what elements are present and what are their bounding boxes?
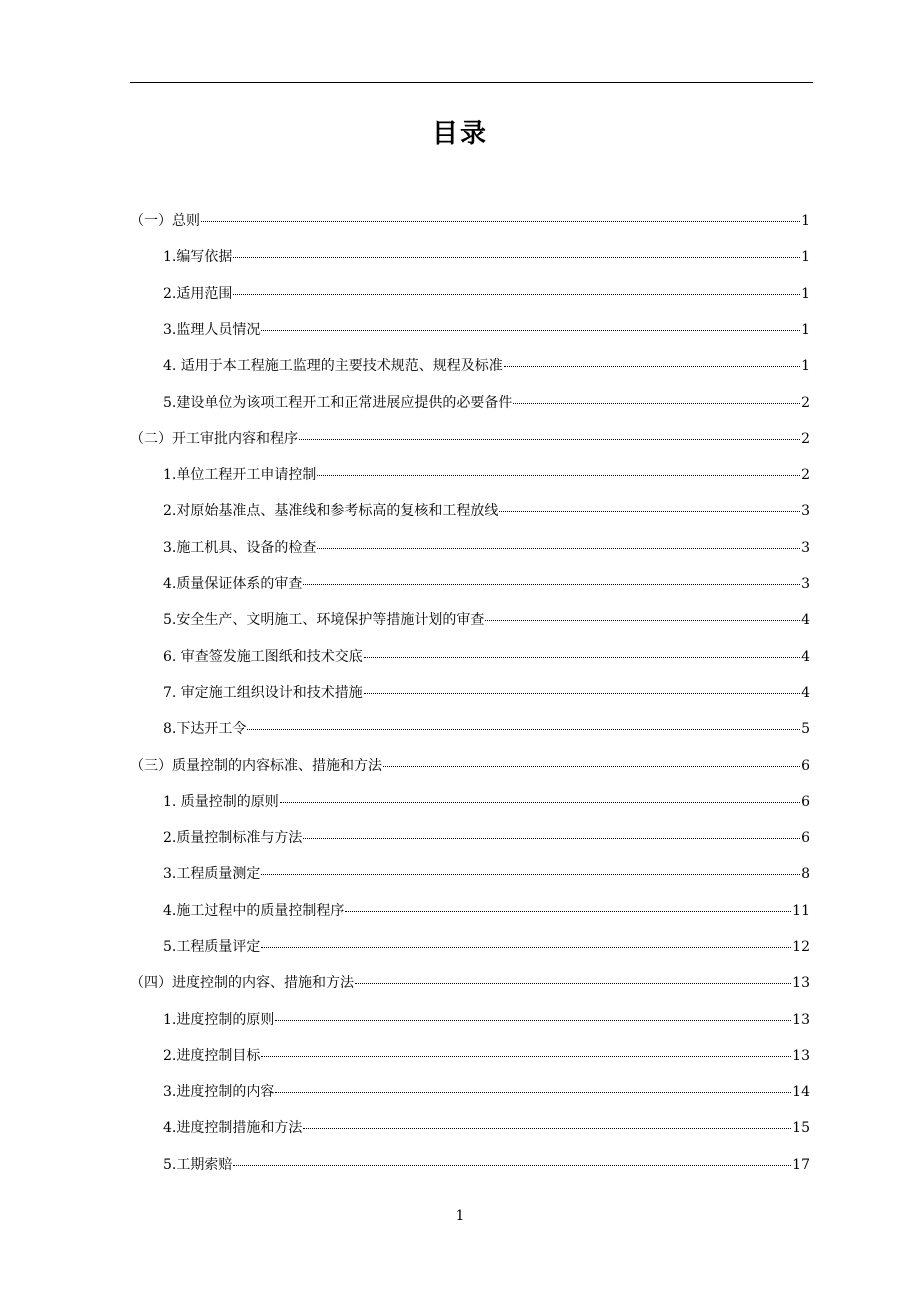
toc-entry-label: 2.适用范围 [163, 286, 233, 302]
toc-entry-page: 14 [792, 1084, 810, 1100]
toc-section-entry[interactable] [130, 428, 810, 450]
toc-subsection-entry[interactable] [163, 1154, 810, 1176]
toc-dot-leader [485, 619, 800, 621]
toc-entry-page: 4 [801, 685, 810, 701]
toc-entry-page: 1 [801, 249, 810, 265]
toc-subsection-entry[interactable] [163, 900, 810, 922]
toc-entry-label: 4.施工过程中的质量控制程序 [163, 903, 345, 919]
toc-subsection-entry[interactable] [163, 863, 810, 885]
toc-entry-label: 3.施工机具、设备的检查 [163, 540, 317, 556]
toc-subsection-entry[interactable] [163, 464, 810, 486]
toc-dot-leader [345, 910, 791, 912]
toc-subsection-entry[interactable] [163, 500, 810, 522]
toc-dot-leader [383, 765, 800, 767]
toc-entry-page: 5 [801, 721, 810, 737]
toc-dot-leader [261, 873, 800, 875]
toc-dot-leader [364, 692, 800, 694]
toc-dot-leader [275, 1019, 791, 1021]
toc-entry-page: 2 [801, 395, 810, 411]
toc-subsection-entry[interactable] [163, 827, 810, 849]
toc-entry-page: 13 [792, 975, 810, 991]
toc-entry-label: 2.对原始基准点、基准线和参考标高的复核和工程放线 [163, 503, 499, 519]
toc-entry-label: 1. 质量控制的原则 [163, 794, 279, 810]
toc-entry-page: 6 [801, 830, 810, 846]
toc-section-entry[interactable] [130, 210, 810, 232]
toc-entry-label: 8.下达开工令 [163, 721, 247, 737]
toc-entry-label: 1.编写依据 [163, 249, 233, 265]
toc-entry-label: 1.单位工程开工申请控制 [163, 467, 317, 483]
toc-entry-label: 1.进度控制的原则 [163, 1012, 275, 1028]
toc-entry-page: 3 [801, 540, 810, 556]
toc-subsection-entry[interactable] [163, 1081, 810, 1103]
toc-entry-page: 6 [801, 758, 810, 774]
toc-subsection-entry[interactable] [163, 283, 810, 305]
toc-subsection-entry[interactable] [163, 319, 810, 341]
toc-entry-label: 4.质量保证体系的审查 [163, 576, 303, 592]
toc-entry-page: 1 [801, 286, 810, 302]
toc-section-entry[interactable] [130, 972, 810, 994]
toc-entry-label: 3.工程质量测定 [163, 866, 261, 882]
toc-subsection-entry[interactable] [163, 392, 810, 414]
toc-entry-label: 7. 审定施工组织设计和技术措施 [163, 685, 363, 701]
toc-entry-page: 1 [801, 322, 810, 338]
toc-entry-label: 3.进度控制的内容 [163, 1084, 275, 1100]
toc-entry-label: （四）进度控制的内容、措施和方法 [130, 975, 354, 991]
toc-entry-page: 4 [801, 612, 810, 628]
toc-dot-leader [355, 982, 791, 984]
toc-subsection-entry[interactable] [163, 646, 810, 668]
toc-subsection-entry[interactable] [163, 1009, 810, 1031]
toc-dot-leader [201, 220, 800, 222]
toc-entry-label: （三）质量控制的内容标准、措施和方法 [130, 758, 382, 774]
page-number: 1 [455, 1208, 465, 1224]
toc-dot-leader [504, 365, 800, 367]
toc-subsection-entry[interactable] [163, 246, 810, 268]
toc-entry-label: 5.工程质量评定 [163, 939, 261, 955]
toc-entry-label: （一）总则 [130, 213, 200, 229]
toc-subsection-entry[interactable] [163, 1117, 810, 1139]
toc-subsection-entry[interactable] [163, 1045, 810, 1067]
toc-entry-label: 5.建设单位为该项工程开工和正常进展应提供的必要备件 [163, 395, 513, 411]
toc-dot-leader [233, 256, 800, 258]
toc-section-entry[interactable] [130, 755, 810, 777]
toc-subsection-entry[interactable] [163, 609, 810, 631]
page-title: 目录 [431, 119, 488, 149]
toc-subsection-entry[interactable] [163, 791, 810, 813]
toc-subsection-entry[interactable] [163, 682, 810, 704]
toc-dot-leader [303, 583, 800, 585]
toc-entry-page: 8 [801, 866, 810, 882]
toc-entry-page: 3 [801, 576, 810, 592]
toc-dot-leader [261, 946, 791, 948]
toc-entry-page: 4 [801, 649, 810, 665]
header-rule [130, 82, 813, 83]
toc-dot-leader [317, 474, 800, 476]
toc-dot-leader [499, 510, 800, 512]
toc-dot-leader [303, 1127, 791, 1129]
toc-subsection-entry[interactable] [163, 936, 810, 958]
toc-subsection-entry[interactable] [163, 573, 810, 595]
toc-subsection-entry[interactable] [163, 355, 810, 377]
toc-entry-page: 2 [801, 431, 810, 447]
toc-entry-label: 4.进度控制措施和方法 [163, 1120, 303, 1136]
toc-dot-leader [513, 402, 800, 404]
toc-dot-leader [233, 1164, 791, 1166]
toc-dot-leader [261, 1055, 791, 1057]
toc-dot-leader [317, 547, 800, 549]
toc-entry-page: 13 [792, 1012, 810, 1028]
toc-dot-leader [303, 837, 800, 839]
toc-entry-page: 1 [801, 213, 810, 229]
toc-subsection-entry[interactable] [163, 718, 810, 740]
toc-entry-label: 4. 适用于本工程施工监理的主要技术规范、规程及标准 [163, 358, 503, 374]
toc-dot-leader [247, 728, 800, 730]
toc-entry-label: 3.监理人员情况 [163, 322, 261, 338]
toc-dot-leader [364, 656, 800, 658]
toc-entry-label: （二）开工审批内容和程序 [130, 431, 298, 447]
toc-entry-label: 5.安全生产、文明施工、环境保护等措施计划的审查 [163, 612, 485, 628]
toc-subsection-entry[interactable] [163, 537, 810, 559]
toc-entry-page: 17 [792, 1157, 810, 1173]
toc-entry-label: 6. 审查签发施工图纸和技术交底 [163, 649, 363, 665]
toc-entry-page: 6 [801, 794, 810, 810]
toc-dot-leader [275, 1091, 791, 1093]
toc-entry-page: 15 [792, 1120, 810, 1136]
toc-entry-page: 1 [801, 358, 810, 374]
toc-dot-leader [261, 329, 800, 331]
toc-dot-leader [233, 293, 800, 295]
toc-entry-page: 3 [801, 503, 810, 519]
toc-entry-page: 12 [792, 939, 810, 955]
toc-entry-label: 2.进度控制目标 [163, 1048, 261, 1064]
toc-entry-label: 5.工期索赔 [163, 1157, 233, 1173]
toc-entry-page: 13 [792, 1048, 810, 1064]
toc-entry-label: 2.质量控制标准与方法 [163, 830, 303, 846]
toc-entry-page: 11 [792, 903, 810, 919]
toc-dot-leader [299, 438, 800, 440]
toc-dot-leader [280, 801, 800, 803]
toc-entry-page: 2 [801, 467, 810, 483]
